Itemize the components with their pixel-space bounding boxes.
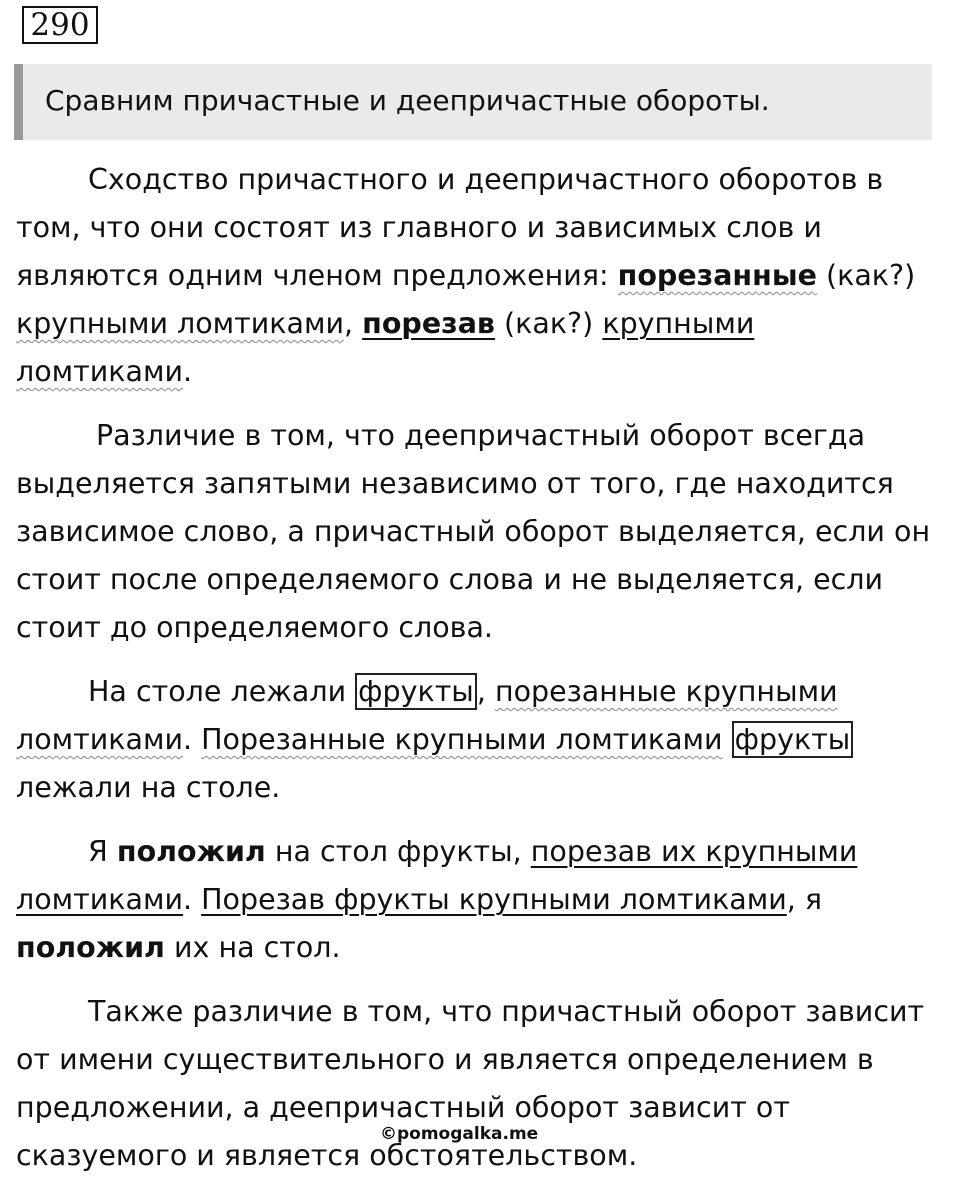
p3-line-3: лежали на столе. [16, 771, 281, 804]
gerund-phrase: порезав их крупными [530, 835, 858, 868]
text-segment: на стол фрукты, [265, 835, 531, 868]
p5-line-4: сказуемого и является обстоятельством. [16, 1139, 638, 1172]
text-segment: . [182, 883, 202, 916]
header-title: Сравним причастные и деепричастные обороты. [45, 84, 770, 117]
participial-phrase: ломтиками [16, 723, 183, 756]
participle-word: порезанные [617, 259, 817, 292]
p5-line-2: от имени существительного и является определением в [16, 1043, 874, 1076]
text-segment: . [182, 355, 193, 388]
watermark: ©pomogalka.me [380, 1124, 539, 1144]
p3-line-1 [88, 674, 838, 710]
text-segment: являются одним членом предложения: [16, 259, 618, 292]
p2-line-4: стоит после определяемого слова и не выделяется, если [16, 563, 884, 596]
p4-line-1 [88, 834, 857, 870]
predicate-word: положил [16, 931, 165, 964]
p3-line-2 [16, 722, 853, 758]
p4-line-2 [16, 882, 822, 918]
p2-line-1: Различие в том, что деепричастный оборот всегда [96, 419, 866, 452]
gerund-phrase: Порезав фрукты крупными ломтиками [201, 883, 787, 916]
p1-line-5 [16, 354, 192, 390]
p2-line-2: выделяется запятыми независимо от того, где находится [16, 467, 894, 500]
defined-noun: фрукты [355, 673, 477, 710]
gerund-phrase: ломтиками [16, 883, 183, 916]
p1-line-1: Сходство причастного и деепричастного оборотов в [88, 163, 884, 196]
exercise-number: 290 [22, 6, 98, 44]
predicate-word: положил [116, 835, 266, 868]
text-segment: их на стол. [164, 931, 341, 964]
p2-line-3: зависимое слово, а причастный оборот выделяется, если он [16, 515, 931, 548]
text-segment: , [476, 675, 495, 708]
participial-phrase: Порезанные крупными ломтиками [201, 723, 723, 756]
p4-line-3 [16, 930, 341, 966]
p1-line-3 [16, 258, 915, 294]
text-segment: (как?) [494, 307, 603, 340]
text-segment: . [182, 723, 202, 756]
text-segment: Я [88, 835, 117, 868]
header-bar [14, 64, 932, 140]
p5-line-1: Также различие в том, что причастный оборот зависит [88, 995, 925, 1028]
text-segment [723, 723, 732, 756]
text-segment: , [344, 307, 363, 340]
dependent-words: крупными [602, 307, 755, 340]
text-segment: , я [786, 883, 823, 916]
p1-line-4 [16, 306, 754, 342]
p5-line-3: предложении, а деепричастный оборот зависит от [16, 1091, 790, 1124]
dependent-words: крупными ломтиками [16, 307, 345, 340]
defined-noun: фрукты [732, 721, 854, 758]
dependent-words: ломтиками [16, 355, 183, 388]
p2-line-5: стоит до определяемого слова. [16, 611, 493, 644]
p1-line-2: том, что они состоят из главного и зависимых слов и [16, 211, 822, 244]
text-segment: (как?) [816, 259, 916, 292]
participial-phrase: порезанные крупными [494, 675, 838, 708]
gerund-word: порезав [362, 307, 495, 340]
text-segment: На столе лежали [88, 675, 356, 708]
